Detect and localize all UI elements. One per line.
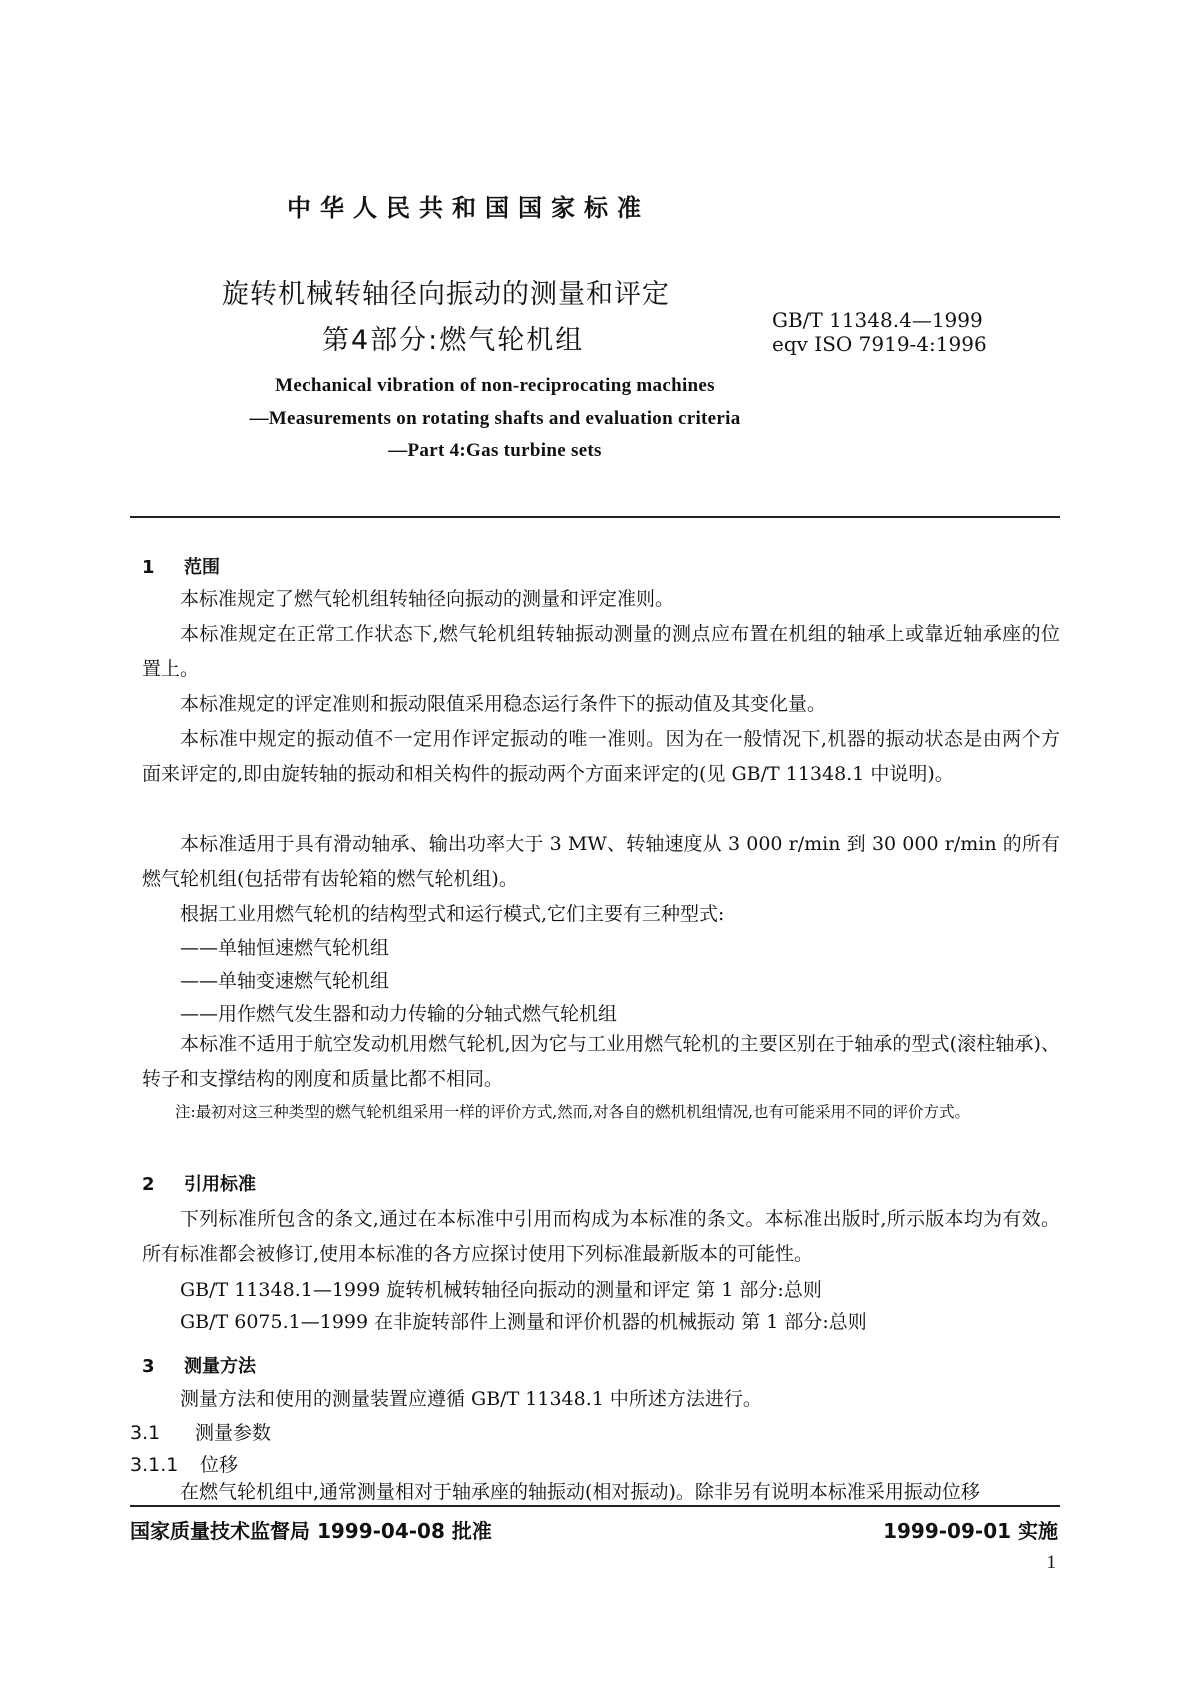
list-item: ——用作燃气发生器和动力传输的分轴式燃气轮机组 xyxy=(180,1003,618,1025)
paragraph: 本标准中规定的振动值不一定用作评定振动的唯一准则。因为在一般情况下,机器的振动状态是由两个方面来评定的,即由旋转轴的振动和相关构件的振动两个方面来评定的(见 GB/T 11348.1 中说明)。 xyxy=(142,728,1060,785)
english-title-line3: —Part 4:Gas turbine sets xyxy=(388,440,602,461)
list-item: ——单轴变速燃气轮机组 xyxy=(180,970,390,992)
paragraph: 测量方法和使用的测量装置应遵循 GB/T 11348.1 中所述方法进行。 xyxy=(180,1388,762,1410)
equivalent-iso-code: eqv ISO 7919-4:1996 xyxy=(772,332,987,356)
note: 注:最初对这三种类型的燃气轮机组采用一样的评价方式,然而,对各自的燃机机组情况,也有可能采用不同的评价方式。 xyxy=(175,1103,971,1121)
standard-code-block xyxy=(772,308,987,356)
section-number: 3 xyxy=(142,1356,155,1377)
section-title: 范围 xyxy=(184,557,220,578)
section-heading-scope xyxy=(142,553,220,579)
approval-date: 国家质量技术监督局 1999-04-08 批准 xyxy=(130,1519,492,1543)
subsection-heading xyxy=(130,1418,271,1445)
national-standard-heading: 中华人民共和国国家标准 xyxy=(287,194,650,222)
paragraph: 在燃气轮机组中,通常测量相对于轴承座的轴振动(相对振动)。除非另有说明本标准采用振动位移 xyxy=(180,1481,980,1503)
document-title-line2: 第4部分:燃气轮机组 xyxy=(322,325,585,356)
section-title: 引用标准 xyxy=(184,1174,256,1195)
paragraph: 本标准规定在正常工作状态下,燃气轮机组转轴振动测量的测点应布置在机组的轴承上或靠近轴承座的位置上。 xyxy=(142,623,1060,680)
subsection-title: 位移 xyxy=(200,1454,239,1476)
paragraph: 下列标准所包含的条文,通过在本标准中引用而构成为本标准的条文。本标准出版时,所示版本均为有效。所有标准都会被修订,使用本标准的各方应探讨使用下列标准最新版本的可能性。 xyxy=(142,1208,1060,1265)
section-number: 2 xyxy=(142,1174,155,1195)
header-divider xyxy=(130,516,1060,518)
list-item: ——单轴恒速燃气轮机组 xyxy=(180,937,390,959)
footer-divider xyxy=(130,1505,1060,1507)
paragraph: 本标准规定了燃气轮机组转轴径向振动的测量和评定准则。 xyxy=(180,588,675,610)
subsection-number: 3.1.1 xyxy=(130,1454,179,1476)
subsection-heading xyxy=(130,1450,238,1477)
subsection-number: 3.1 xyxy=(130,1422,161,1444)
standard-code: GB/T 11348.4—1999 xyxy=(772,308,983,332)
paragraph: 本标准不适用于航空发动机用燃气轮机,因为它与工业用燃气轮机的主要区别在于轴承的型式(滚柱轴承)、转子和支撑结构的刚度和质量比都不相同。 xyxy=(142,1033,1060,1090)
document-title-line1: 旋转机械转轴径向振动的测量和评定 xyxy=(222,279,670,310)
implementation-date: 1999-09-01 实施 xyxy=(883,1519,1058,1543)
paragraph: 本标准适用于具有滑动轴承、输出功率大于 3 MW、转轴速度从 3 000 r/min 到 30 000 r/min 的所有燃气轮机组(包括带有齿轮箱的燃气轮机组)。 xyxy=(142,833,1060,890)
subsection-title: 测量参数 xyxy=(195,1422,272,1444)
english-title-line2: —Measurements on rotating shafts and evaluation criteria xyxy=(249,408,741,429)
section-heading-measurement-methods xyxy=(142,1352,256,1378)
reference-item: GB/T 11348.1—1999 旋转机械转轴径向振动的测量和评定 第 1 部分:总则 xyxy=(180,1279,822,1301)
page-number: 1 xyxy=(1046,1552,1056,1573)
section-number: 1 xyxy=(142,557,155,578)
section-heading-normative-references xyxy=(142,1170,256,1196)
paragraph: 根据工业用燃气轮机的结构型式和运行模式,它们主要有三种型式: xyxy=(180,903,725,925)
section-title: 测量方法 xyxy=(184,1356,256,1377)
reference-item: GB/T 6075.1—1999 在非旋转部件上测量和评价机器的机械振动 第 1 部分:总则 xyxy=(180,1311,867,1333)
paragraph: 本标准规定的评定准则和振动限值采用稳态运行条件下的振动值及其变化量。 xyxy=(180,693,827,715)
english-title-line1: Mechanical vibration of non-reciprocating machines xyxy=(275,375,715,396)
